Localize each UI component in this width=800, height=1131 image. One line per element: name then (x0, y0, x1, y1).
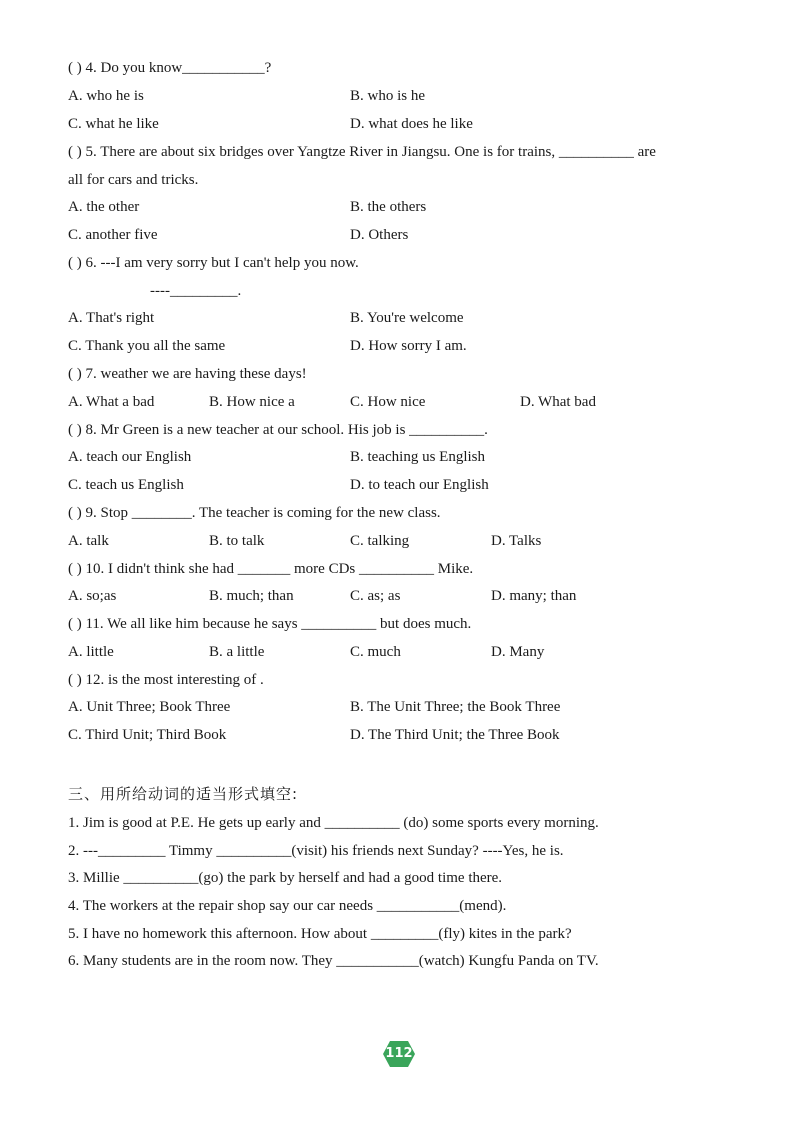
q4-option-c: C. what he like (68, 116, 159, 132)
q8-option-d: D. to teach our English (350, 477, 489, 493)
q10-option-a: A. so;as (68, 588, 117, 604)
question-5-stem-line2: all for cars and tricks. (68, 172, 199, 188)
question-8-stem: ( ) 8. Mr Green is a new teacher at our school. His job is __________. (68, 422, 488, 438)
q11-option-b: B. a little (209, 644, 265, 660)
q8-option-c: C. teach us English (68, 477, 184, 493)
q7-option-b: B. How nice a (209, 394, 295, 410)
fill-item-3: 3. Millie __________(go) the park by herself and had a good time there. (68, 870, 503, 886)
q9-option-c: C. talking (350, 533, 410, 549)
q9-option-d: D. Talks (491, 533, 542, 549)
section-3-heading: 三、用所给动词的适当形式填空: (68, 785, 299, 803)
q10-option-d: D. many; than (491, 588, 577, 604)
q5-option-c: C. another five (68, 227, 158, 243)
q7-option-d: D. What bad (520, 394, 596, 410)
q7-option-a: A. What a bad (68, 394, 155, 410)
question-5-stem-line1: ( ) 5. There are about six bridges over Yangtze River in Jiangsu. One is for trains, __________ are (68, 144, 656, 160)
q11-option-a: A. little (68, 644, 114, 660)
question-12-stem: ( ) 12. is the most interesting of . (68, 672, 264, 688)
question-11-stem: ( ) 11. We all like him because he says __________ but does much. (68, 616, 472, 632)
q5-option-d: D. Others (350, 227, 409, 243)
q9-option-b: B. to talk (209, 533, 265, 549)
q10-option-b: B. much; than (209, 588, 294, 604)
q10-option-c: C. as; as (350, 588, 401, 604)
q11-option-c: C. much (350, 644, 401, 660)
q8-option-a: A. teach our English (68, 449, 192, 465)
q7-option-c: C. How nice (350, 394, 426, 410)
q5-option-a: A. the other (68, 199, 140, 215)
q12-option-c: C. Third Unit; Third Book (68, 727, 227, 743)
q9-option-a: A. talk (68, 533, 109, 549)
q5-option-b: B. the others (350, 199, 427, 215)
question-9-stem: ( ) 9. Stop ________. The teacher is coming for the new class. (68, 505, 441, 521)
fill-item-1: 1. Jim is good at P.E. He gets up early and __________ (do) some sports every morning. (68, 815, 599, 831)
q6-option-d: D. How sorry I am. (350, 338, 467, 354)
q4-option-d: D. what does he like (350, 116, 473, 132)
question-10-stem: ( ) 10. I didn't think she had _______ more CDs __________ Mike. (68, 561, 474, 577)
page-number: 112 (385, 1046, 413, 1061)
fill-item-6: 6. Many students are in the room now. They ___________(watch) Kungfu Panda on TV. (68, 953, 599, 969)
q6-option-a: A. That's right (68, 310, 155, 326)
q6-option-c: C. Thank you all the same (68, 338, 226, 354)
q8-option-b: B. teaching us English (350, 449, 485, 465)
fill-item-2: 2. ---_________ Timmy __________(visit) his friends next Sunday? ----Yes, he is. (68, 843, 564, 859)
q12-option-d: D. The Third Unit; the Three Book (350, 727, 560, 743)
question-7-stem: ( ) 7. weather we are having these days! (68, 366, 307, 382)
q6-option-b: B. You're welcome (350, 310, 464, 326)
q12-option-b: B. The Unit Three; the Book Three (350, 699, 561, 715)
q11-option-d: D. Many (491, 644, 545, 660)
fill-item-5: 5. I have no homework this afternoon. How about _________(fly) kites in the park? (68, 926, 572, 942)
question-6-stem-line1: ( ) 6. ---I am very sorry but I can't help you now. (68, 255, 359, 271)
q12-option-a: A. Unit Three; Book Three (68, 699, 231, 715)
q4-option-a: A. who he is (68, 88, 144, 104)
question-4-stem: ( ) 4. Do you know___________? (68, 60, 272, 76)
fill-item-4: 4. The workers at the repair shop say our car needs ___________(mend). (68, 898, 507, 914)
question-6-stem-line2: ----_________. (150, 283, 242, 299)
q4-option-b: B. who is he (350, 88, 425, 104)
page-number-badge (382, 1040, 416, 1068)
